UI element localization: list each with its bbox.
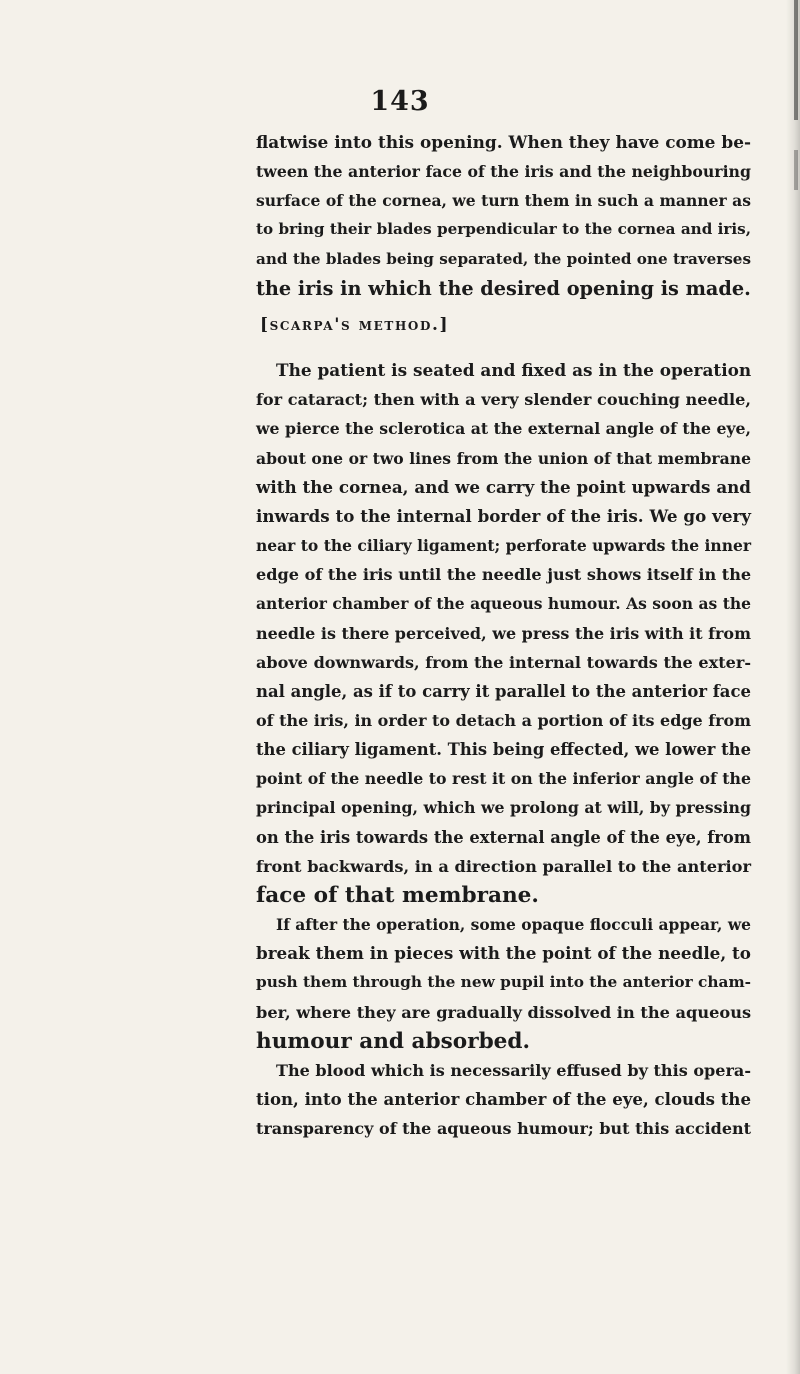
body-text xyxy=(256,128,751,1143)
text-line: for cataract; then with a very slender couching needle, xyxy=(256,390,751,410)
text-line: with the cornea, and we carry the point upwards and xyxy=(256,476,751,497)
text-line: and the blades being separated, the pointed one traverses xyxy=(256,249,751,268)
text-line: front backwards, in a direction parallel to the anterior xyxy=(256,856,751,876)
text-line: flatwise into this opening. When they have come be- xyxy=(256,132,751,152)
text-line: about one or two lines from the union of that membrane xyxy=(256,448,751,468)
paragraph-1 xyxy=(256,128,751,303)
text-line: above downwards, from the internal towards the exter- xyxy=(256,652,751,672)
paragraph-2 xyxy=(256,356,751,910)
text-line: surface of the cornea, we turn them in such a manner as xyxy=(256,191,751,211)
text-line: to bring their blades perpendicular to the cornea and iris, xyxy=(256,220,751,239)
text-line: If after the operation, some opaque flocculi appear, we xyxy=(276,915,751,935)
text-line: The patient is seated and fixed as in the operation xyxy=(276,360,752,381)
paragraph-4 xyxy=(256,1056,751,1143)
text-line: tween the anterior face of the iris and the neighbouring xyxy=(256,162,751,182)
text-line: near to the ciliary ligament; perforate upwards the inner xyxy=(256,536,751,556)
text-line: push them through the new pupil into the anterior cham- xyxy=(256,973,752,992)
text-line: edge of the iris until the needle just shows itself in the xyxy=(256,565,752,585)
text-line: face of that membrane. xyxy=(256,882,539,908)
paragraph-3 xyxy=(256,910,751,1056)
text-line: humour and absorbed. xyxy=(256,1028,531,1054)
text-line: the ciliary ligament. This being effected, we lower the xyxy=(256,740,751,760)
text-line: the iris in which the desired opening is made. xyxy=(256,276,751,300)
text-line: tion, into the anterior chamber of the eye, clouds the xyxy=(256,1089,751,1109)
text-line: principal opening, which we prolong at will, by pressing xyxy=(256,798,751,818)
text-line: break them in pieces with the point of the needle, to xyxy=(256,943,751,964)
text-line: inwards to the internal border of the iris. We go very xyxy=(256,505,751,526)
text-line: transparency of the aqueous humour; but this accident xyxy=(256,1119,751,1139)
page-edge-mark xyxy=(794,150,798,190)
text-line: needle is there perceived, we press the iris with it from xyxy=(256,623,751,643)
text-line: The blood which is necessarily effused by this opera- xyxy=(276,1060,751,1080)
text-line: of the iris, in order to detach a portion of its edge from xyxy=(256,710,752,730)
text-line: anterior chamber of the aqueous humour. As soon as the xyxy=(256,594,751,614)
text-line: on the iris towards the external angle of the eye, from xyxy=(256,827,751,847)
text-line: ber, where they are gradually dissolved in the aqueous xyxy=(256,1002,752,1022)
page-number: 143 xyxy=(370,86,430,117)
text-line: we pierce the sclerotica at the external angle of the eye, xyxy=(256,419,751,439)
text-line: nal angle, as if to carry it parallel to the anterior face xyxy=(256,681,751,701)
page-edge-shadow xyxy=(786,0,800,1374)
section-heading: [scarpa's method.] xyxy=(260,314,450,335)
text-line: point of the needle to rest it on the inferior angle of the xyxy=(256,769,751,789)
